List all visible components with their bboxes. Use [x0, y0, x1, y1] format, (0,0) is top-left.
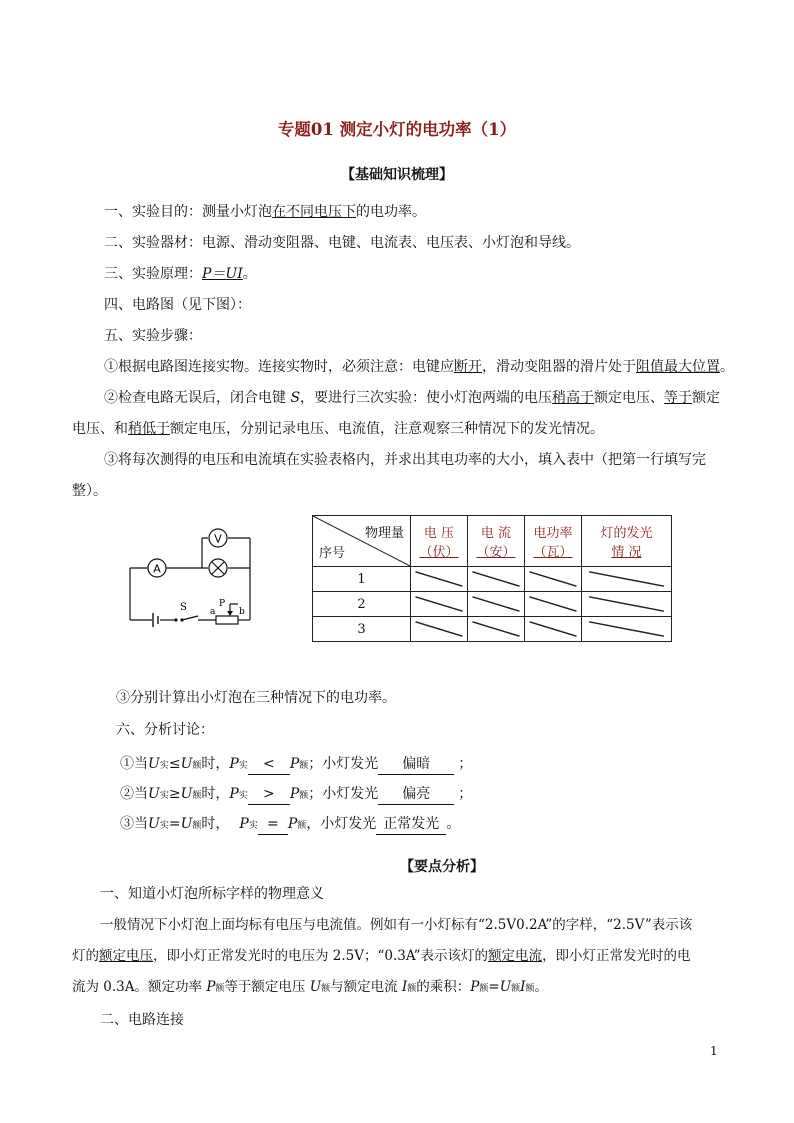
header-current: 电 流 （安） — [468, 516, 525, 567]
item-principle: 三、实验原理：P＝UI。 — [104, 266, 257, 282]
cell-strike — [582, 567, 671, 591]
para-line-2: 灯的额定电压，即小灯正常发光时的电压为 2.5V；“0.3A”表示该灯的额定电流，即小灯正常发光时的电 — [72, 948, 691, 964]
table-row — [313, 592, 672, 617]
table-row — [313, 567, 672, 592]
table-row — [313, 617, 672, 642]
rheostat-end-b: b — [239, 607, 245, 617]
cell-strike — [525, 567, 581, 591]
cell-strike — [525, 592, 581, 616]
formula: P＝UI — [202, 266, 243, 282]
table-cell — [525, 617, 582, 642]
header-brightness: 灯的发光 情 况 — [582, 516, 672, 567]
rheostat-end-a: a — [210, 607, 216, 617]
page-title: 专题01 测定小灯的电功率（1） — [277, 120, 517, 139]
item-diagram: 四、电路图（见下图）： — [104, 297, 251, 313]
cell-strike — [468, 567, 524, 591]
cell-strike — [582, 617, 671, 641]
item-purpose: 一、实验目的：测量小灯泡在不同电压下的电功率。 — [104, 204, 426, 220]
row-number: 2 — [313, 592, 411, 617]
page-number: 1 — [710, 1044, 718, 1058]
circuit-diagram — [120, 520, 270, 635]
cell-strike — [525, 617, 581, 641]
discussion-2: ②当U实≥U额时，P实 > P额；小灯发光 偏亮 ； — [120, 784, 472, 806]
voltmeter-label: V — [214, 532, 222, 546]
cell-strike — [582, 592, 671, 616]
corner-top: 物理量 — [364, 526, 404, 541]
para-line-1: 一般情况下小灯泡上面均标有电压与电流值。例如有一小灯标有“2.5V0.2A”的字样，“2.5V”表示该 — [100, 917, 693, 933]
cell-strike — [468, 592, 524, 616]
cell-strike — [411, 592, 467, 616]
para-line-3: 流为 0.3A。额定功率 P额等于额定电压 U额与额定电流 I额的乘积：P额=U额I额。 — [72, 979, 548, 995]
table-cell — [468, 567, 525, 592]
step-2-line2: 电压、和稍低于额定电压，分别记录电压、电流值，注意观察三种情况下的发光情况。 — [72, 421, 604, 437]
discussion-3: ③当U实=U额时， P实 = P额，小灯发光 正常发光 。 — [120, 814, 460, 836]
table-cell — [468, 617, 525, 642]
cell-strike — [411, 617, 467, 641]
discussion-1: ①当U实≤U额时，P实 < P额；小灯发光 偏暗 ； — [120, 754, 472, 776]
step-3-line2: 整）。 — [72, 483, 107, 499]
ammeter-label: A — [153, 562, 161, 576]
step-1: ①根据电路图连接实物。连接实物时，必须注意：电键应断开，滑动变阻器的滑片处于阻值最大位置。 — [104, 359, 734, 375]
table-cell — [525, 592, 582, 617]
table-cell — [411, 617, 468, 642]
slider-label: P — [219, 599, 226, 609]
data-table — [312, 515, 672, 642]
corner-cell — [313, 516, 411, 567]
row-number: 3 — [313, 617, 411, 642]
table-cell — [411, 567, 468, 592]
item-discussion: 六、分析讨论： — [116, 722, 214, 738]
header-voltage: 电 压 （伏） — [411, 516, 468, 567]
table-cell — [411, 592, 468, 617]
step-2-line1: ②检查电路无误后，闭合电键 S，要进行三次实验：使小灯泡两端的电压稍高于额定电压、等于额定 — [104, 390, 721, 406]
step-calc: ③分别计算出小灯泡在三种情况下的电功率。 — [116, 690, 396, 706]
step-3-line1: ③将每次测得的电压和电流填在实验表格内，并求出其电功率的大小，填入表中（把第一行填写完 — [104, 452, 706, 468]
analysis-point-2: 二、电路连接 — [100, 1012, 184, 1028]
table-cell — [582, 592, 672, 617]
section-heading-analysis: 【要点分析】 — [400, 859, 484, 875]
header-power: 电功率 （瓦） — [525, 516, 582, 567]
corner-bottom: 序号 — [319, 546, 346, 561]
item-equipment: 二、实验器材：电源、滑动变阻器、电键、电流表、电压表、小灯泡和导线。 — [104, 235, 580, 251]
analysis-point-1: 一、知道小灯泡所标字样的物理意义 — [100, 886, 324, 902]
table-cell — [525, 567, 582, 592]
switch-label: S — [180, 602, 187, 613]
table-cell — [468, 592, 525, 617]
row-number: 1 — [313, 567, 411, 592]
table-cell — [582, 617, 672, 642]
cell-strike — [468, 617, 524, 641]
table-cell — [582, 567, 672, 592]
cell-strike — [411, 567, 467, 591]
item-steps: 五、实验步骤： — [104, 328, 202, 344]
section-heading-basics: 【基础知识梳理】 — [341, 167, 453, 183]
